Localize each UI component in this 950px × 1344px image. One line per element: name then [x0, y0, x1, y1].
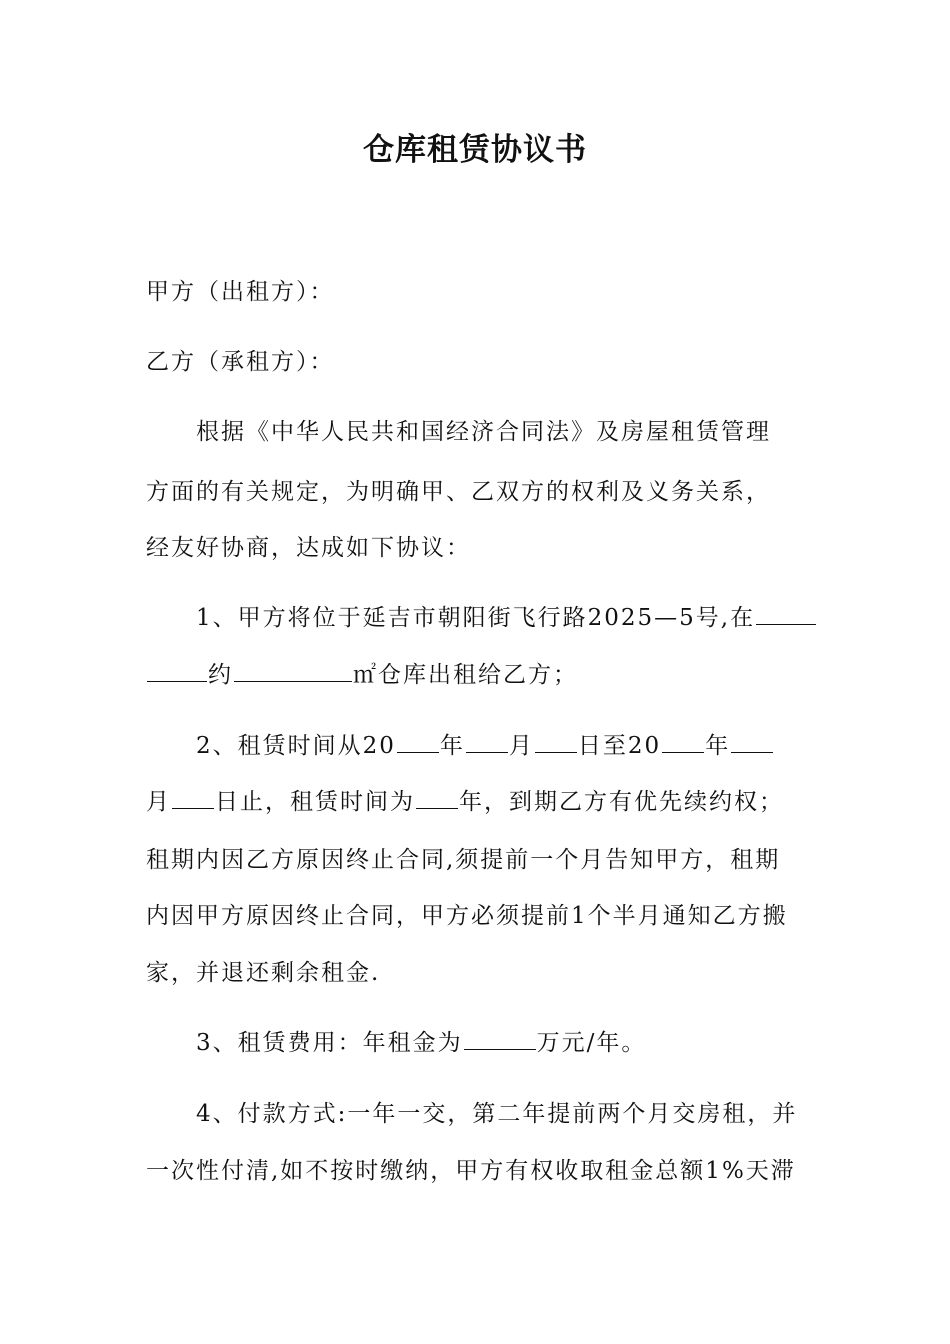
fill-blank [172, 807, 214, 809]
clause-4-line-1: 4、付款方式:一年一交，第二年提前两个月交房租，并 [196, 1101, 798, 1127]
clause-2-text: 年 [439, 733, 465, 759]
fill-blank [731, 751, 773, 753]
clause-2-line-5: 家，并退还剩余租金. [146, 960, 381, 986]
clause-1-mid: 约 [208, 662, 233, 688]
fill-blank [416, 807, 458, 809]
fill-blank [662, 751, 704, 753]
fill-blank [397, 751, 439, 753]
preamble-line-3: 经友好协商，达成如下协议： [146, 535, 471, 561]
clause-1-text: 1、甲方将位于延吉市朝阳街飞行路2025—5号,在 [196, 605, 756, 631]
clause-2-text: 日至20 [577, 733, 662, 759]
clause-2-text: 月 [146, 789, 171, 815]
clause-2-text: 年，到期乙方有优先续约权； [459, 789, 784, 815]
preamble-line-1: 根据《中华人民共和国经济合同法》及房屋租赁管理 [196, 419, 771, 445]
clause-4-line-2: 一次性付清,如不按时缴纳，甲方有权收取租金总额1%天滞 [146, 1158, 796, 1184]
clause-2-text: 年 [705, 733, 731, 759]
clause-1-line-2 [146, 657, 578, 693]
party-a-line: 甲方（出租方）： [146, 279, 335, 305]
clause-2-text: 日止，租赁时间为 [215, 789, 415, 815]
clause-3-text: 万元/年。 [536, 1030, 647, 1056]
clause-1-line-1 [196, 600, 817, 636]
document-title: 仓库租赁协议书 [363, 132, 587, 168]
fill-blank [756, 623, 816, 625]
fill-blank [464, 1048, 536, 1050]
clause-3-line [196, 1025, 646, 1061]
party-b-line: 乙方（承租方）： [146, 349, 335, 375]
clause-2-line-1 [196, 728, 774, 764]
clause-2-line-2 [146, 784, 784, 820]
clause-1-end: ㎡仓库出租给乙方； [353, 662, 578, 688]
fill-blank [234, 680, 352, 682]
clause-2-text: 2、租赁时间从20 [196, 733, 396, 759]
preamble-line-2: 方面的有关规定，为明确甲、乙双方的权利及义务关系， [146, 479, 771, 505]
clause-2-line-3: 租期内因乙方原因终止合同,须提前一个月告知甲方，租期 [146, 847, 781, 873]
fill-blank [147, 680, 207, 682]
clause-3-text: 3、租赁费用：年租金为 [196, 1030, 463, 1056]
clause-2-text: 月 [508, 733, 534, 759]
fill-blank [466, 751, 508, 753]
fill-blank [535, 751, 577, 753]
clause-2-line-4: 内因甲方原因终止合同，甲方必须提前1个半月通知乙方搬 [146, 903, 788, 929]
